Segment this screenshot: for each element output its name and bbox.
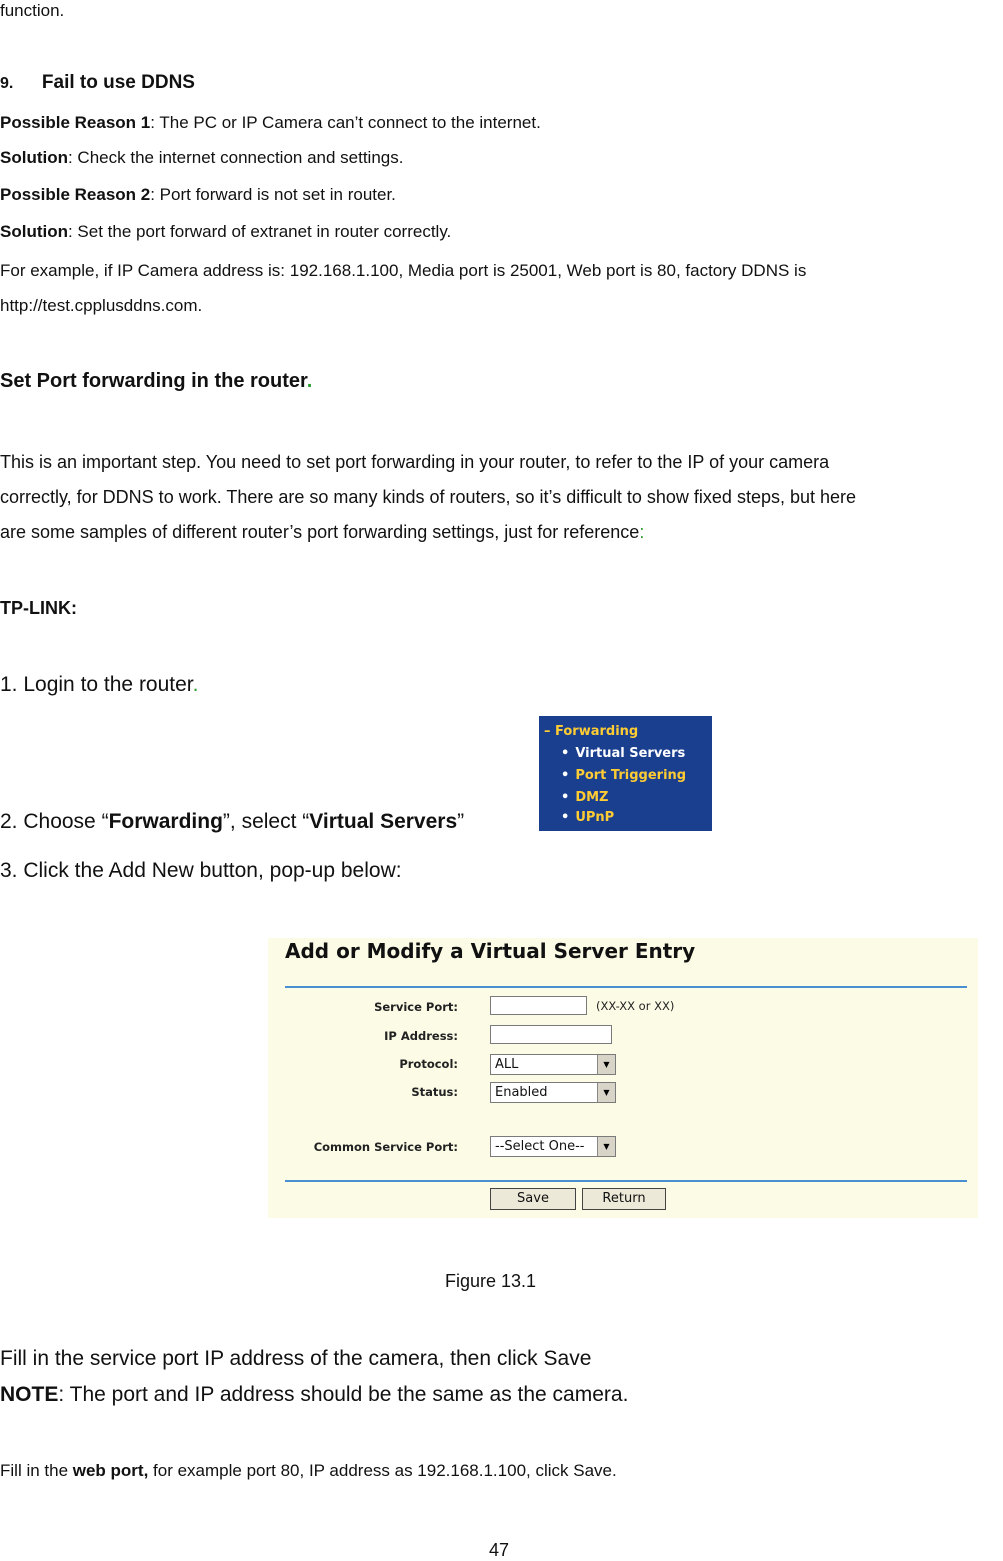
para-line-2-text: correctly, for DDNS to work. There are so many kinds of routers, so it’s difficult to show fixed steps, but here (0, 487, 857, 507)
solution-1-label: Solution (0, 148, 68, 167)
section-number: 9. (0, 75, 14, 92)
para-line-1-text: This is an important step. You need to set port forwarding in your router, to refer to the IP of your camera (0, 452, 830, 472)
reason-1 (0, 113, 541, 133)
protocol-select[interactable] (490, 1054, 616, 1075)
return-button[interactable]: Return (582, 1188, 666, 1210)
port-forward-heading (0, 370, 312, 393)
menu-item-label: DMZ (575, 790, 609, 805)
bullet-icon: • (561, 790, 570, 805)
para-colon: : (639, 522, 645, 542)
bullet-icon: • (561, 810, 570, 825)
menu-item-label: UPnP (575, 810, 615, 825)
reason-1-text: : The PC or IP Camera can’t connect to the internet. (150, 113, 541, 132)
menu-item-label: Port Triggering (575, 768, 687, 783)
menu-item-dmz[interactable] (561, 790, 608, 805)
solution-1 (0, 148, 403, 168)
common-service-port-value: --Select One-- (495, 1139, 585, 1154)
step-1-text: 1. Login to the router (0, 673, 193, 696)
step-3: 3. Click the Add New button, pop-up below: (0, 859, 402, 882)
bullet-icon: • (561, 746, 570, 761)
menu-item-port-triggering[interactable] (561, 768, 686, 783)
note-text: : The port and IP address should be the same as the camera. (58, 1383, 629, 1406)
step-2-forwarding: Forwarding (108, 810, 223, 833)
ip-address-input[interactable] (490, 1025, 612, 1044)
menu-item-label: Virtual Servers (575, 746, 686, 761)
step-1 (0, 673, 198, 697)
forwarding-menu-screenshot (539, 716, 712, 831)
status-value: Enabled (495, 1085, 548, 1100)
menu-item-virtual-servers[interactable] (561, 746, 685, 761)
ip-address-label: IP Address: (384, 1029, 458, 1043)
continued-text: function. (0, 1, 65, 20)
step-2 (0, 810, 464, 834)
dropdown-arrow-icon: ▼ (597, 1055, 615, 1074)
port-forward-para-line-2 (0, 480, 1000, 514)
page-number: 47 (489, 1540, 510, 1560)
example-line-1: For example, if IP Camera address is: 192.168.1.100, Media port is 25001, Web port is 80, factory DDNS is (0, 261, 807, 280)
para-line-3-text: are some samples of different router’s port forwarding settings, just for reference (0, 522, 640, 542)
reason-1-label: Possible Reason 1 (0, 113, 151, 132)
web-port-instruction (0, 1461, 617, 1481)
dropdown-arrow-icon: ▼ (597, 1083, 615, 1102)
reason-2-label: Possible Reason 2 (0, 185, 151, 204)
reason-2 (0, 185, 396, 205)
web-port-prefix: Fill in the (0, 1461, 73, 1480)
service-port-label: Service Port: (374, 1000, 458, 1014)
solution-2-text: : Set the port forward of extranet in router correctly. (67, 222, 452, 241)
bullet-icon: • (561, 768, 570, 783)
step-2-end: ” (457, 810, 465, 833)
port-forward-heading-dot: . (306, 370, 313, 392)
fill-instruction: Fill in the service port IP address of the camera, then click Save (0, 1347, 592, 1370)
top-divider (285, 986, 967, 988)
step-1-dot: . (192, 673, 199, 696)
section-title: Fail to use DDNS (41, 72, 195, 93)
step-2-prefix: 2. Choose “ (0, 810, 109, 833)
port-forward-para-line-3 (0, 522, 644, 543)
step-2-virtual-servers: Virtual Servers (309, 810, 458, 833)
tplink-heading: TP-LINK: (0, 598, 77, 618)
web-port-bold: web port, (72, 1461, 149, 1480)
virtual-server-form-screenshot (268, 938, 978, 1218)
protocol-value: ALL (495, 1057, 519, 1072)
status-select[interactable] (490, 1082, 616, 1103)
port-forward-heading-text: Set Port forwarding in the router (0, 370, 307, 392)
service-port-input[interactable] (490, 996, 587, 1015)
form-title: Add or Modify a Virtual Server Entry (285, 939, 696, 963)
example-line-2: http://test.cpplusddns.com. (0, 296, 203, 315)
note (0, 1383, 628, 1407)
status-label: Status: (411, 1085, 458, 1099)
forwarding-menu-header[interactable]: – Forwarding (544, 724, 639, 739)
step-2-mid: ”, select “ (222, 810, 310, 833)
web-port-suffix: for example port 80, IP address as 192.168.1.100, click Save. (148, 1461, 617, 1480)
figure-caption: Figure 13.1 (445, 1271, 537, 1291)
dropdown-arrow-icon: ▼ (597, 1137, 615, 1156)
save-button[interactable]: Save (490, 1188, 576, 1210)
common-service-port-select[interactable] (490, 1136, 616, 1157)
note-label: NOTE (0, 1383, 59, 1406)
bottom-divider (285, 1180, 967, 1182)
solution-2 (0, 222, 451, 242)
section-9-heading (0, 72, 195, 94)
solution-1-text: : Check the internet connection and settings. (67, 148, 404, 167)
common-service-port-label: Common Service Port: (313, 1140, 458, 1154)
menu-item-upnp[interactable] (561, 810, 614, 825)
protocol-label: Protocol: (399, 1057, 458, 1071)
reason-2-text: : Port forward is not set in router. (150, 185, 396, 204)
service-port-hint: (XX-XX or XX) (596, 999, 675, 1013)
solution-2-label: Solution (0, 222, 68, 241)
port-forward-para-line-1 (0, 445, 1000, 479)
